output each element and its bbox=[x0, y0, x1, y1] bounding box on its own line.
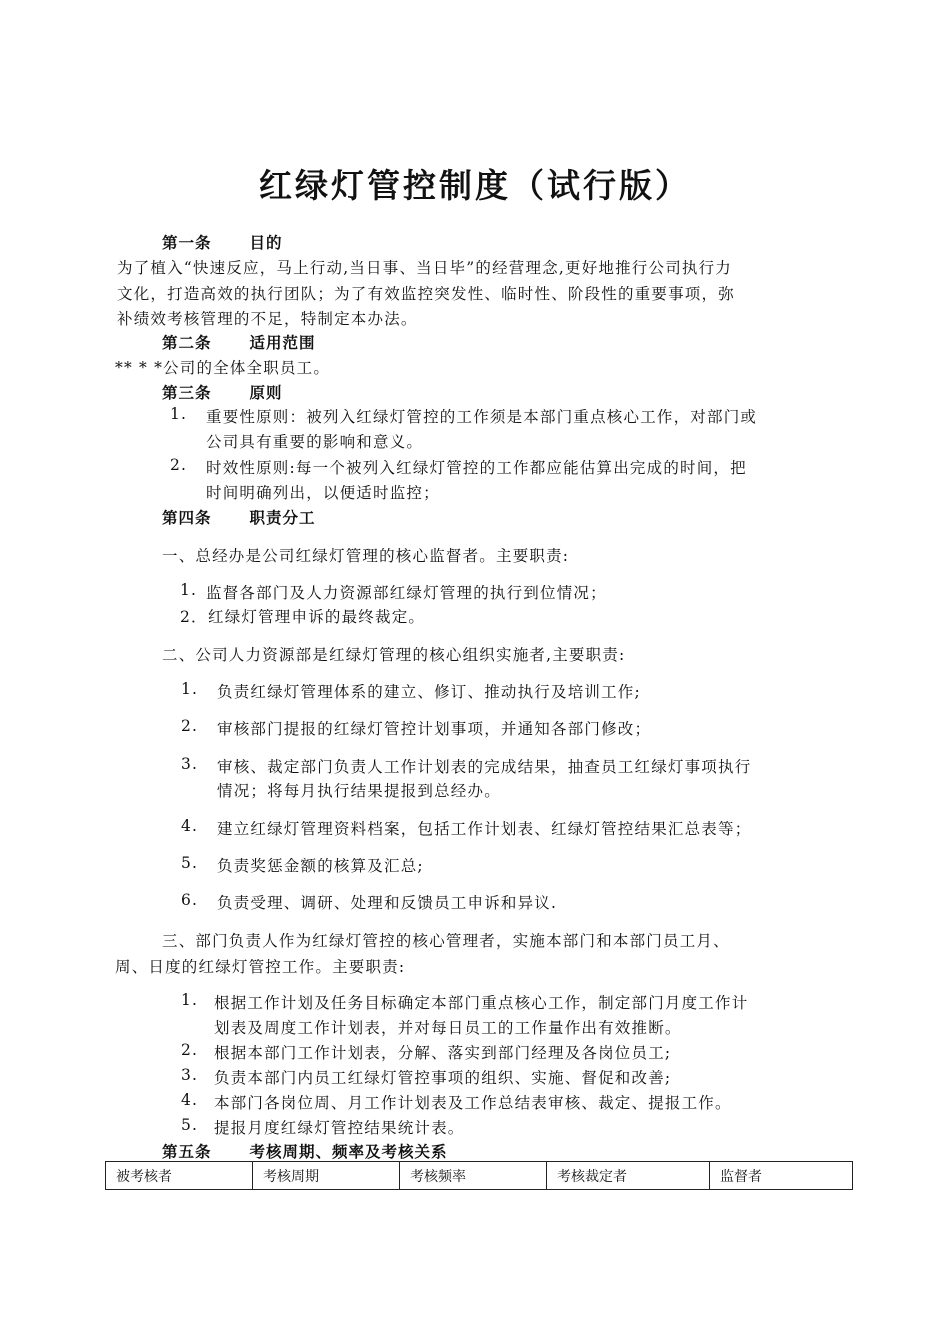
duty-3-1-line-1: 根据工作计划及任务目标确定本部门重点核心工作，制定部门月度工作计 bbox=[214, 994, 749, 1012]
table-header-cell: 考核裁定者 bbox=[547, 1162, 710, 1190]
duty-1-1-number: 1. bbox=[180, 581, 198, 599]
article-3-heading bbox=[162, 381, 283, 403]
article-1-name: 目的 bbox=[249, 233, 283, 252]
duty-2-3-number: 3. bbox=[181, 755, 199, 773]
duty-2-3-line-2: 情况；将每月执行结果提报到总经办。 bbox=[217, 782, 501, 800]
duty-3-1-line-2: 划表及周度工作计划表，并对每日员工的工作量作出有效推断。 bbox=[214, 1019, 682, 1037]
duty-3-2-text: 根据本部门工作计划表，分解、落实到部门经理及各岗位员工; bbox=[214, 1044, 672, 1062]
duty-2-2-text: 审核部门提报的红绿灯管控计划事项，并通知各部门修改； bbox=[217, 720, 652, 738]
duty-part-3-intro-line-2: 周、日度的红绿灯管控工作。主要职责: bbox=[115, 958, 406, 976]
table-header-cell: 监督者 bbox=[710, 1162, 853, 1190]
article-2-text: ** * *公司的全体全职员工。 bbox=[115, 359, 331, 377]
article-5-heading bbox=[162, 1140, 448, 1162]
article-1-heading bbox=[162, 231, 283, 253]
duty-2-3-line-1: 审核、裁定部门负责人工作计划表的完成结果，抽查员工红绿灯事项执行 bbox=[217, 758, 752, 776]
article-2-heading bbox=[162, 331, 316, 353]
principle-1-line-1: 重要性原则：被列入红绿灯管控的工作须是本部门重点核心工作，对部门或 bbox=[206, 408, 758, 426]
article-5-name: 考核周期、频率及考核关系 bbox=[249, 1142, 448, 1161]
article-4-name: 职责分工 bbox=[249, 508, 316, 527]
duty-3-2-number: 2. bbox=[181, 1041, 199, 1059]
duty-2-6-number: 6. bbox=[181, 891, 199, 909]
duty-3-1-number: 1. bbox=[181, 991, 199, 1009]
article-3-number: 第三条 bbox=[162, 383, 212, 402]
document-title: 红绿灯管控制度（试行版） bbox=[259, 166, 691, 205]
article-1-line-2: 文化，打造高效的执行团队；为了有效监控突发性、临时性、阶段性的重要事项，弥 bbox=[117, 285, 735, 303]
article-5-number: 第五条 bbox=[162, 1142, 212, 1161]
article-1-number: 第一条 bbox=[162, 233, 212, 252]
principle-2-line-1: 时效性原则:每一个被列入红绿灯管控的工作都应能估算出完成的时间，把 bbox=[206, 459, 747, 477]
article-2-name: 适用范围 bbox=[249, 333, 316, 352]
duty-2-1-text: 负责红绿灯管理体系的建立、修订、推动执行及培训工作; bbox=[217, 683, 641, 701]
table-header-cell: 被考核者 bbox=[106, 1162, 253, 1190]
duty-2-4-text: 建立红绿灯管理资料档案，包括工作计划表、红绿灯管控结果汇总表等； bbox=[217, 820, 752, 838]
table-header-row bbox=[106, 1162, 853, 1190]
table-header-cell: 考核周期 bbox=[253, 1162, 400, 1190]
duty-3-5-number: 5. bbox=[181, 1116, 199, 1134]
duty-1-2-number: 2． bbox=[180, 608, 208, 626]
duty-3-3-number: 3. bbox=[181, 1066, 199, 1084]
article-2-number: 第二条 bbox=[162, 333, 212, 352]
article-1-line-1: 为了植入“快速反应，马上行动,当日事、当日毕”的经营理念,更好地推行公司执行力 bbox=[117, 259, 733, 277]
duty-3-4-text: 本部门各岗位周、月工作计划表及工作总结表审核、裁定、提报工作。 bbox=[214, 1094, 732, 1112]
duty-3-4-number: 4. bbox=[181, 1091, 199, 1109]
principle-2-number: 2. bbox=[170, 456, 188, 474]
duty-3-5-text: 提报月度红绿灯管控结果统计表。 bbox=[214, 1119, 465, 1137]
article-1-line-3: 补绩效考核管理的不足，特制定本办法。 bbox=[117, 310, 418, 328]
principle-1-line-2: 公司具有重要的影响和意义。 bbox=[206, 433, 424, 451]
duty-part-3-intro-line-1: 三、部门负责人作为红绿灯管控的核心管理者，实施本部门和本部门员工月、 bbox=[162, 932, 730, 950]
duty-2-4-number: 4. bbox=[181, 817, 199, 835]
duty-2-5-text: 负责奖惩金额的核算及汇总; bbox=[217, 857, 424, 875]
article-3-name: 原则 bbox=[249, 383, 283, 402]
duty-2-1-number: 1. bbox=[181, 680, 199, 698]
table-header-cell: 考核频率 bbox=[400, 1162, 547, 1190]
duty-2-5-number: 5. bbox=[181, 854, 199, 872]
article-4-heading bbox=[162, 506, 316, 528]
assessment-table bbox=[105, 1161, 853, 1190]
duty-1-1-text: 监督各部门及人力资源部红绿灯管理的执行到位情况； bbox=[206, 584, 607, 602]
article-4-number: 第四条 bbox=[162, 508, 212, 527]
principle-1-number: 1. bbox=[170, 405, 188, 423]
duty-2-2-number: 2. bbox=[181, 717, 199, 735]
duty-2-6-text: 负责受理、调研、处理和反馈员工申诉和异议. bbox=[217, 894, 558, 912]
duty-part-1-intro: 一、总经办是公司红绿灯管理的核心监督者。主要职责: bbox=[162, 547, 570, 565]
principle-2-line-2: 时间明确列出，以便适时监控； bbox=[206, 484, 440, 502]
duty-1-2-text: 红绿灯管理申诉的最终裁定。 bbox=[208, 608, 426, 626]
duty-part-2-intro: 二、公司人力资源部是红绿灯管理的核心组织实施者,主要职责: bbox=[162, 646, 626, 664]
duty-3-3-text: 负责本部门内员工红绿灯管控事项的组织、实施、督促和改善; bbox=[214, 1069, 672, 1087]
